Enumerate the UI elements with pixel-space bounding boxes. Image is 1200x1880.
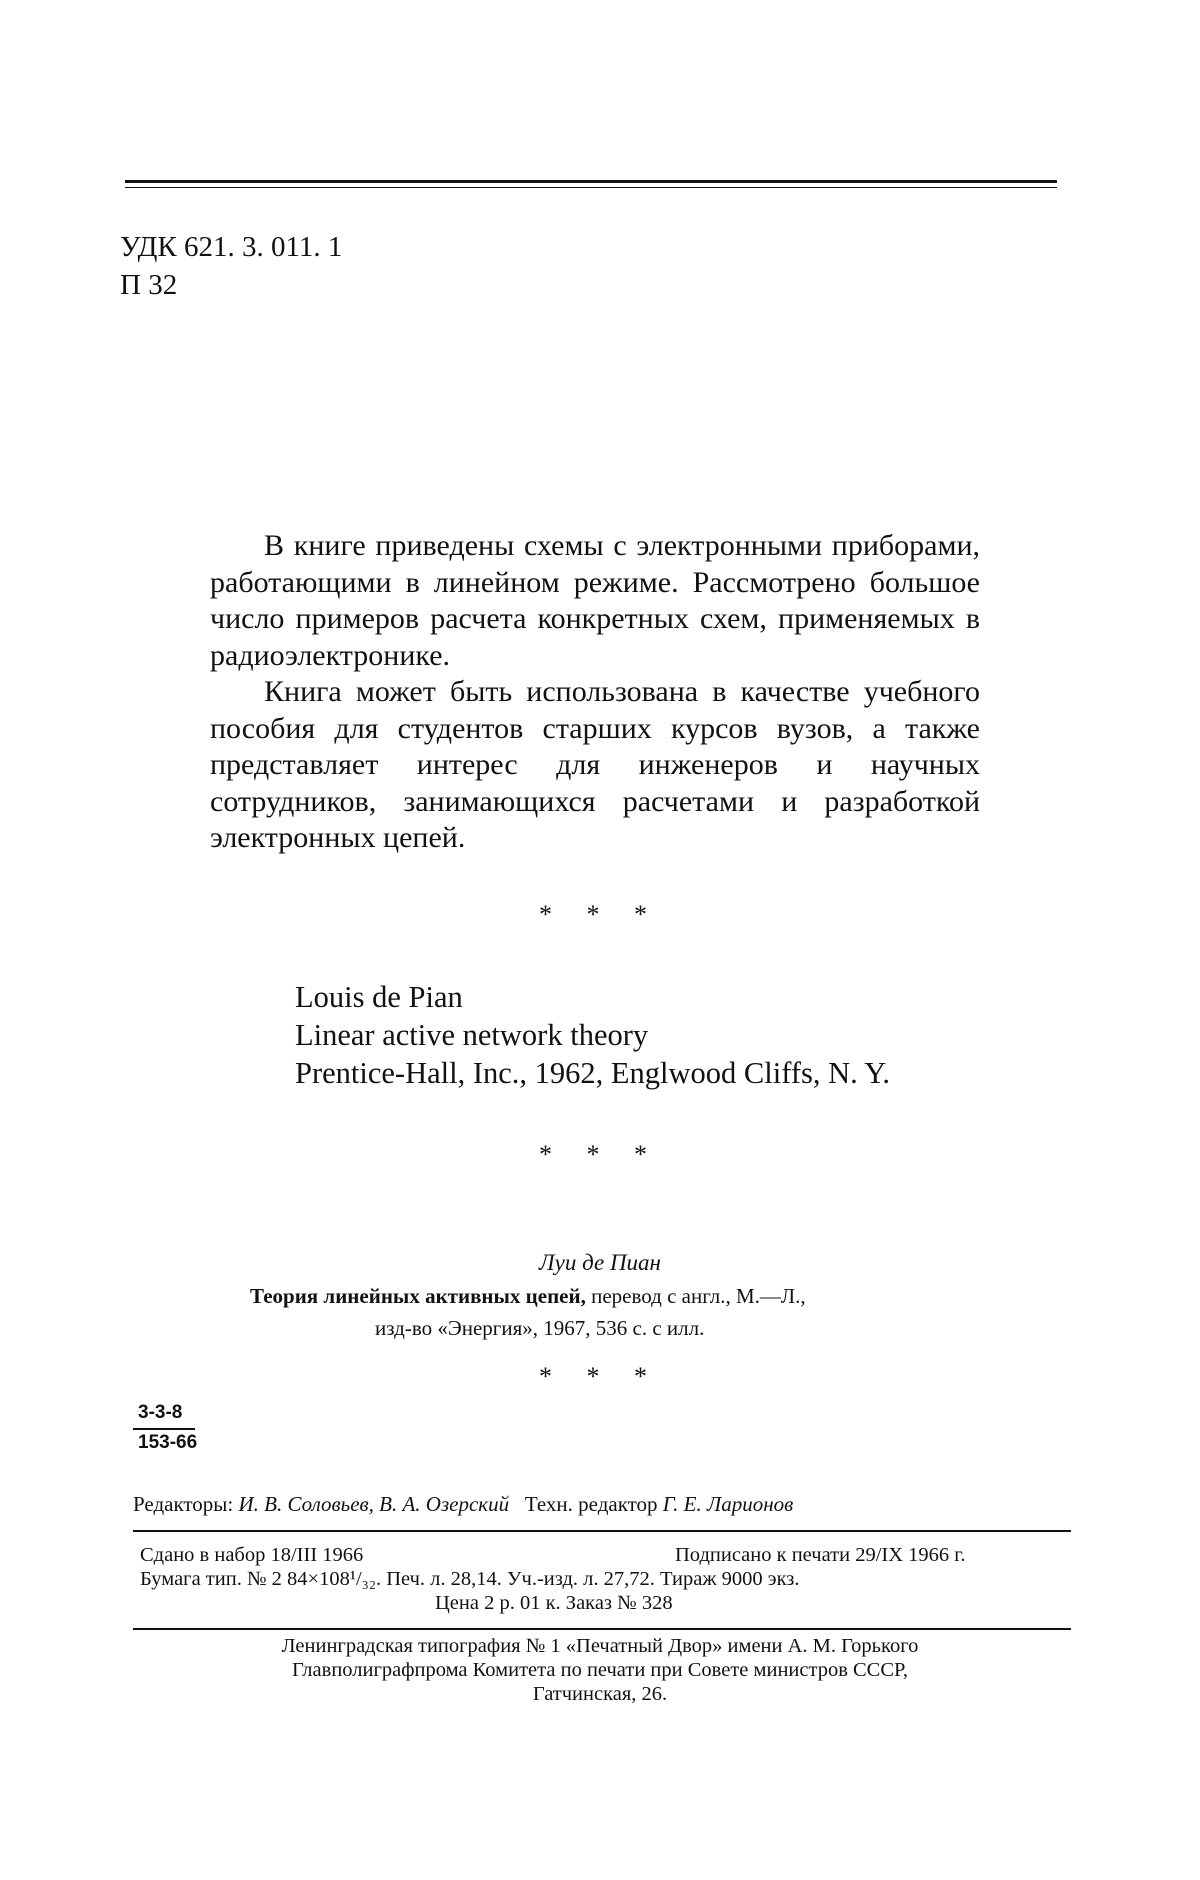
editors-names: И. В. Соловьев, В. А. Озерский [238, 1492, 510, 1516]
printer-line: Гатчинская, 26. [532, 1683, 668, 1705]
separator-stars: * * * [539, 1140, 661, 1169]
printer-info [0, 1634, 1200, 1706]
annotation [210, 528, 980, 857]
printer-line: Главполиграфпрома Комитета по печати при Совете министров СССР, [292, 1659, 908, 1681]
printer-line: Ленинградская типография № 1 «Печатный Двор» имени А. М. Горького [281, 1635, 919, 1657]
tech-editor-name: Г. Е. Ларионов [662, 1492, 794, 1516]
separator-stars: * * * [539, 900, 661, 929]
original-publisher: Prentice-Hall, Inc., 1962, Englwood Cliffs, N. Y. [295, 1056, 890, 1090]
annotation-paragraph: Книга может быть использована в качестве учебного пособия для студентов старших курсов вузов, а также представляет интерес для инженеров и научных сотрудников, занимающихся расчетами и разработкой электронных цепей. [210, 675, 980, 854]
bbk-code: П 32 [120, 269, 178, 301]
code-denominator: 153-66 [138, 1432, 198, 1453]
imprint-paper: Бумага тип. № 2 84×108¹/₃₂. Печ. л. 28,14. Уч.-изд. л. 27,72. Тираж 9000 экз. [140, 1568, 800, 1590]
tech-editor-label: Техн. редактор [509, 1492, 663, 1516]
original-edition [295, 978, 890, 1092]
top-rule-secondary [125, 187, 1057, 188]
editors-label: Редакторы: [133, 1492, 239, 1516]
code-numerator: 3-3-8 [138, 1402, 183, 1423]
bib-title: Теория линейных активных цепей, [250, 1284, 586, 1308]
bib-publisher: изд-во «Энергия», 1967, 536 с. с илл. [375, 1316, 705, 1340]
imprint-price: Цена 2 р. 01 к. Заказ № 328 [435, 1592, 673, 1614]
udk-code: УДК 621. 3. 011. 1 [120, 231, 343, 263]
imprint-bottom-rule [133, 1628, 1071, 1630]
imprint-submitted: Сдано в набор 18/III 1966 [140, 1544, 364, 1566]
top-rule [125, 180, 1057, 183]
imprint-signed: Подписано к печати 29/IX 1966 г. [675, 1544, 966, 1566]
code-fraction-line [133, 1428, 195, 1430]
original-author: Louis de Pian [295, 980, 463, 1014]
annotation-paragraph: В книге приведены схемы с электронными приборами, работающими в линейном режиме. Рассмотрено большое число примеров расчета конкретных схем, применяемых в радиоэлектронике. [210, 529, 980, 672]
bib-details: перевод с англ., М.—Л., [585, 1284, 806, 1308]
bib-title-line [250, 1284, 806, 1309]
original-title: Linear active network theory [295, 1018, 649, 1052]
editors-line [133, 1492, 793, 1517]
imprint-top-rule [133, 1530, 1071, 1532]
udk-block [120, 228, 342, 304]
separator-stars: * * * [539, 1362, 661, 1391]
bib-author: Луи де Пиан [539, 1250, 661, 1275]
